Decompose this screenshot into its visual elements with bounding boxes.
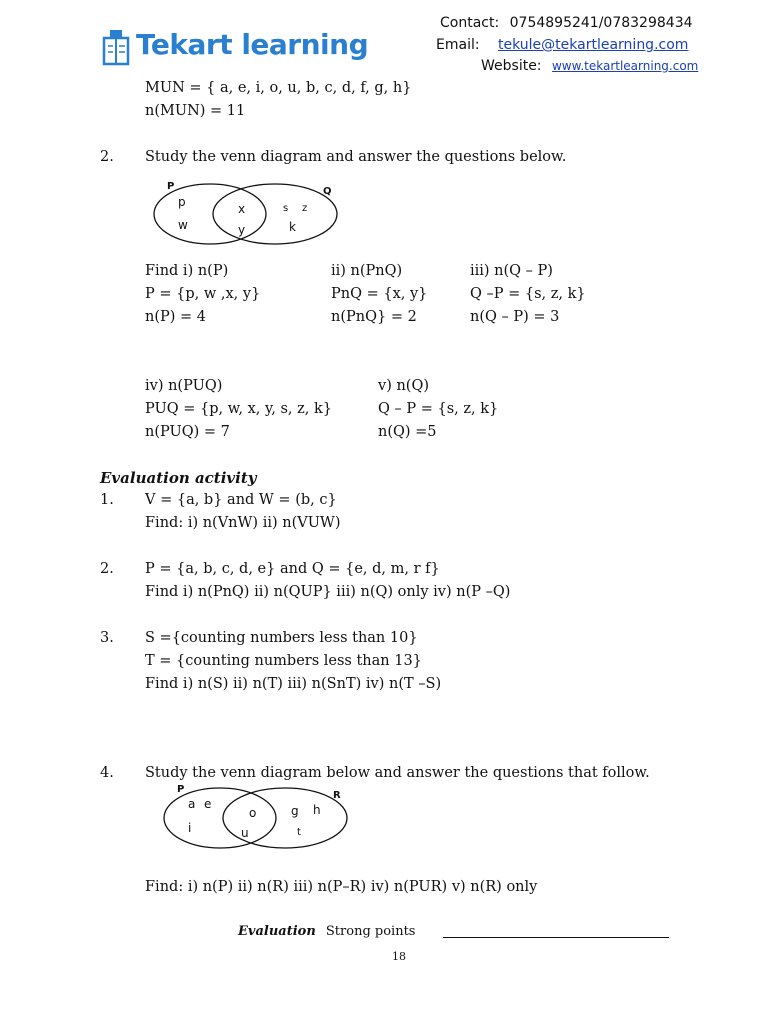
venn-diagram-pr [160,782,360,852]
contact-line [440,15,693,31]
venn-label-p: P [167,181,175,192]
q2-col4-line2: PUQ = {p, w, x, y, s, z, k} [145,401,333,417]
q2-col3-line3: n(Q – P) = 3 [470,309,560,325]
venn-element: h [313,803,321,817]
venn-circle-p [154,184,266,244]
q2-col2-line1: ii) n(PnQ) [331,263,403,279]
q2-col3-line2: Q –P = {s, z, k} [470,286,586,302]
venn-element: e [204,797,212,811]
q2-col1-line1: Find i) n(P) [145,263,229,279]
venn-element: y [238,223,246,237]
book-logo-icon [100,28,134,68]
venn-element: u [241,826,249,840]
venn-element: o [249,806,257,820]
email-line [436,37,688,53]
venn-element: g [291,804,299,818]
eval-3-number: 3. [100,630,114,646]
page-number: 18 [392,950,406,963]
q2-number: 2. [100,149,114,165]
footer-text: Strong points [325,924,416,939]
email-link[interactable]: tekule@tekartlearning.com [498,37,689,53]
footer-label: Evaluation [238,924,316,939]
evaluation-heading: Evaluation activity [100,469,257,487]
venn-element: w [178,218,188,232]
venn-label-q: Q [323,186,332,197]
website-label: Website: [481,58,542,74]
mun-set: MUN = { a, e, i, o, u, b, c, d, f, g, h} [145,80,412,96]
venn-label-p: P [177,784,185,795]
q4-prompt: Study the venn diagram below and answer the questions that follow. [145,765,650,781]
venn-element: p [178,195,186,209]
contact-label: Contact: [440,15,500,31]
logo-text: Tekart learning [136,28,369,61]
q2-col2-line3: n(PnQ} = 2 [331,309,417,325]
venn-circle-q [213,184,337,244]
email-label: Email: [436,37,480,53]
eval-3-line2: T = {counting numbers less than 13} [145,653,422,669]
q2-prompt: Study the venn diagram and answer the questions below. [145,149,567,165]
venn-label-r: R [333,790,341,801]
eval-2-line1: P = {a, b, c, d, e} and Q = {e, d, m, r f} [145,561,440,577]
venn-circle-p [164,788,276,848]
footer-answer-line [443,937,669,938]
q2-col5-line1: v) n(Q) [378,378,429,394]
venn-diagram-pq [150,178,350,248]
q2-col5-line2: Q – P = {s, z, k} [378,401,499,417]
q2-col5-line3: n(Q) =5 [378,424,437,440]
eval-3-line1: S ={counting numbers less than 10} [145,630,418,646]
mun-count: n(MUN) = 11 [145,103,246,119]
q2-col1-line2: P = {p, w ,x, y} [145,286,261,302]
venn-element: a [188,797,196,811]
eval-2-number: 2. [100,561,114,577]
eval-1-line2: Find: i) n(VnW) ii) n(VUW) [145,515,341,531]
eval-3-line3: Find i) n(S) ii) n(T) iii) n(SnT) iv) n(T –S) [145,676,442,692]
website-line [481,58,698,74]
venn-element: i [188,821,192,835]
eval-1-line1: V = {a, b} and W = (b, c} [145,492,337,508]
venn-element: s [283,203,289,214]
eval-2-line2: Find i) n(PnQ) ii) n(QUP} iii) n(Q) only iv) n(P –Q) [145,584,511,600]
eval-1-number: 1. [100,492,114,508]
footer-line [238,924,415,939]
q2-col4-line1: iv) n(PUQ) [145,378,223,394]
venn-element: x [238,202,246,216]
q2-col2-line2: PnQ = {x, y} [331,286,428,302]
website-link[interactable]: www.tekartlearning.com [551,59,699,73]
contact-value: 0754895241/0783298434 [509,15,693,31]
q2-col3-line1: iii) n(Q – P) [470,263,553,279]
venn-element: z [302,203,308,214]
q4-find: Find: i) n(P) ii) n(R) iii) n(P–R) iv) n(PUR) v) n(R) only [145,879,538,895]
q2-col1-line3: n(P) = 4 [145,309,207,325]
logo [100,26,369,70]
venn-element: k [289,220,296,234]
q2-col4-line3: n(PUQ) = 7 [145,424,230,440]
q4-number: 4. [100,765,114,781]
venn-element: t [297,827,301,838]
